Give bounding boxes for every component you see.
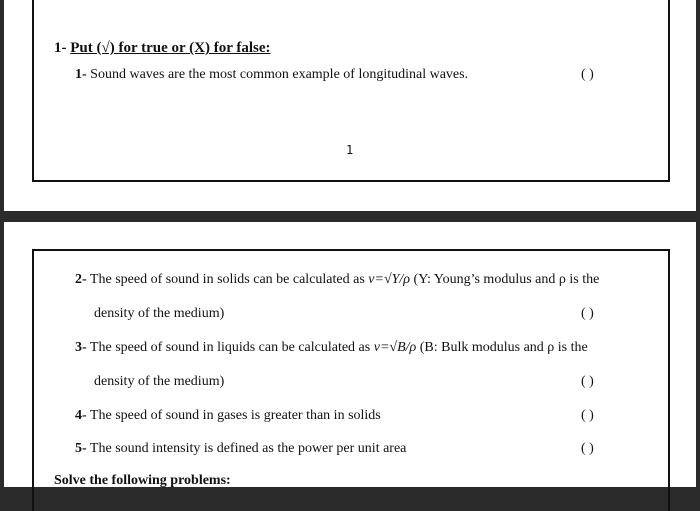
answer-box-3[interactable]: ( ) xyxy=(581,374,594,389)
question-text-cont: (Y: Young’s modulus and ρ is the xyxy=(410,272,600,287)
question-5 xyxy=(75,441,406,457)
question-2-line2: density of the medium) xyxy=(94,306,225,321)
question-text-cont: (B: Bulk modulus and ρ is the xyxy=(416,340,588,355)
answer-box-2[interactable]: ( ) xyxy=(581,306,594,321)
question-number: 2- xyxy=(75,272,87,287)
answer-box-1[interactable]: ( ) xyxy=(581,67,594,82)
question-2 xyxy=(75,272,599,288)
question-number: 3- xyxy=(75,340,87,355)
question-number: 4- xyxy=(75,408,87,423)
question-text: Sound waves are the most common example of longitudinal waves. xyxy=(90,67,469,82)
section-title: Put (√) for true or (X) for false: xyxy=(70,40,271,56)
section-number: 1- xyxy=(54,40,67,56)
question-3-line2: density of the medium) xyxy=(94,374,225,389)
question-1 xyxy=(75,67,468,83)
question-number: 1- xyxy=(75,67,87,82)
formula: v=√Y/ρ xyxy=(368,272,411,287)
question-3 xyxy=(75,340,588,356)
question-text: The sound intensity is defined as the power per unit area xyxy=(89,441,407,456)
answer-box-5[interactable]: ( ) xyxy=(581,441,594,456)
page-number: 1 xyxy=(346,143,354,157)
section-heading xyxy=(54,40,271,57)
question-4 xyxy=(75,408,381,424)
question-text: The speed of sound in liquids can be calculated as xyxy=(89,340,374,355)
next-section-heading: Solve the following problems: xyxy=(54,473,231,488)
formula: v=√B/ρ xyxy=(373,340,417,355)
document-page-1 xyxy=(4,0,696,211)
document-page-2 xyxy=(4,222,696,487)
question-number: 5- xyxy=(75,441,87,456)
answer-box-4[interactable]: ( ) xyxy=(581,408,594,423)
question-text: The speed of sound in solids can be calculated as xyxy=(89,272,369,287)
question-text: The speed of sound in gases is greater than in solids xyxy=(89,408,381,423)
